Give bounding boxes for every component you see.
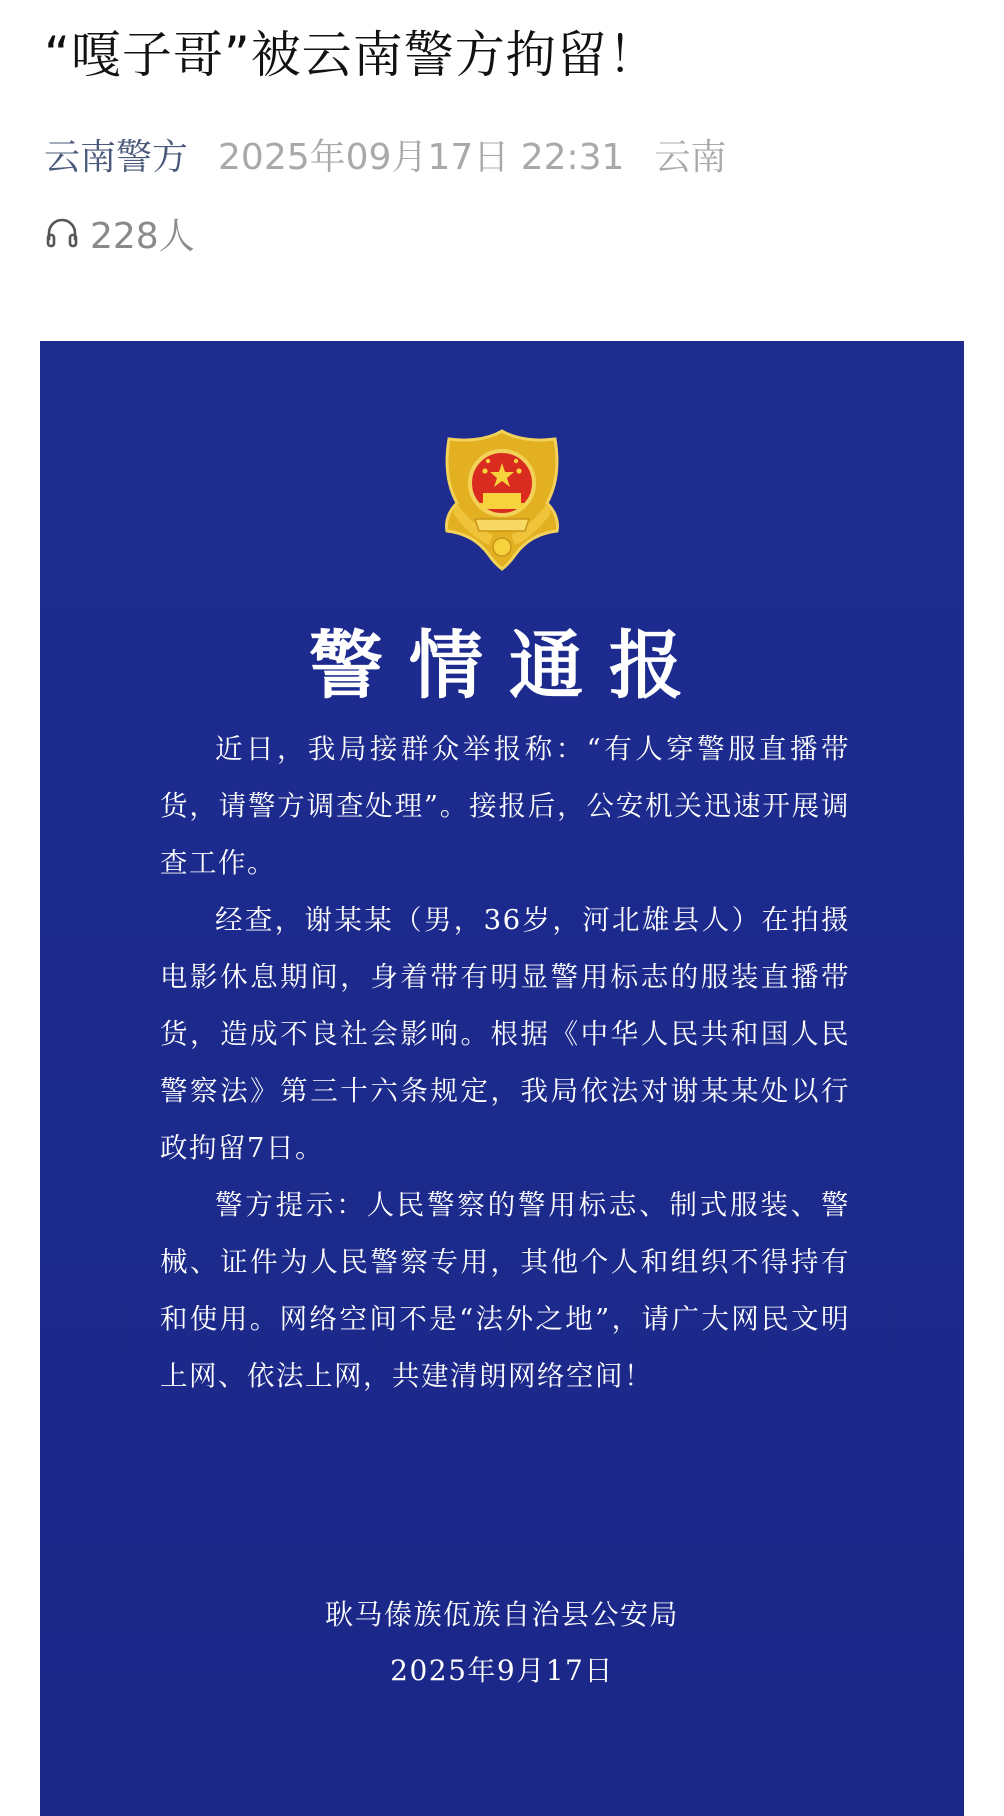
article-meta — [44, 128, 726, 180]
notice-paragraph: 近日，我局接群众举报称：“有人穿警服直播带货，请警方调查处理”。接报后，公安机关迅速开展调查工作。 — [160, 733, 850, 879]
notice-signature — [40, 1587, 964, 1699]
author-link[interactable]: 云南警方 — [44, 136, 189, 178]
notice-body — [160, 721, 850, 1405]
notice-heading: 警情通报 — [309, 623, 709, 709]
article-title: “嘎子哥”被云南警方拘留！ — [44, 26, 659, 84]
publish-date: 2025年09月17日 22:31 — [218, 136, 625, 178]
police-badge-emblem — [427, 423, 577, 573]
notice-issuer: 耿马傣族佤族自治县公安局 — [324, 1598, 679, 1631]
headphones-icon — [44, 215, 80, 251]
notice-paragraph: 警方提示：人民警察的警用标志、制式服装、警械、证件为人民警察专用，其他个人和组织不得持有和使用。网络空间不是“法外之地”，请广大网民文明上网、依法上网，共建清朗网络空间！ — [160, 1189, 850, 1392]
notice-issue-date: 2025年9月17日 — [390, 1654, 614, 1687]
publish-location: 云南 — [654, 136, 727, 178]
police-notice-image — [40, 341, 964, 1816]
listen-button[interactable] — [44, 208, 195, 258]
notice-paragraph: 经查，谢某某（男，36岁，河北雄县人）在拍摄电影休息期间，身着带有明显警用标志的服装直播带货，造成不良社会影响。根据《中华人民共和国人民警察法》第三十六条规定，我局依法对谢某某处以行政拘留7日。 — [160, 904, 850, 1164]
listen-count: 228人 — [90, 215, 195, 257]
